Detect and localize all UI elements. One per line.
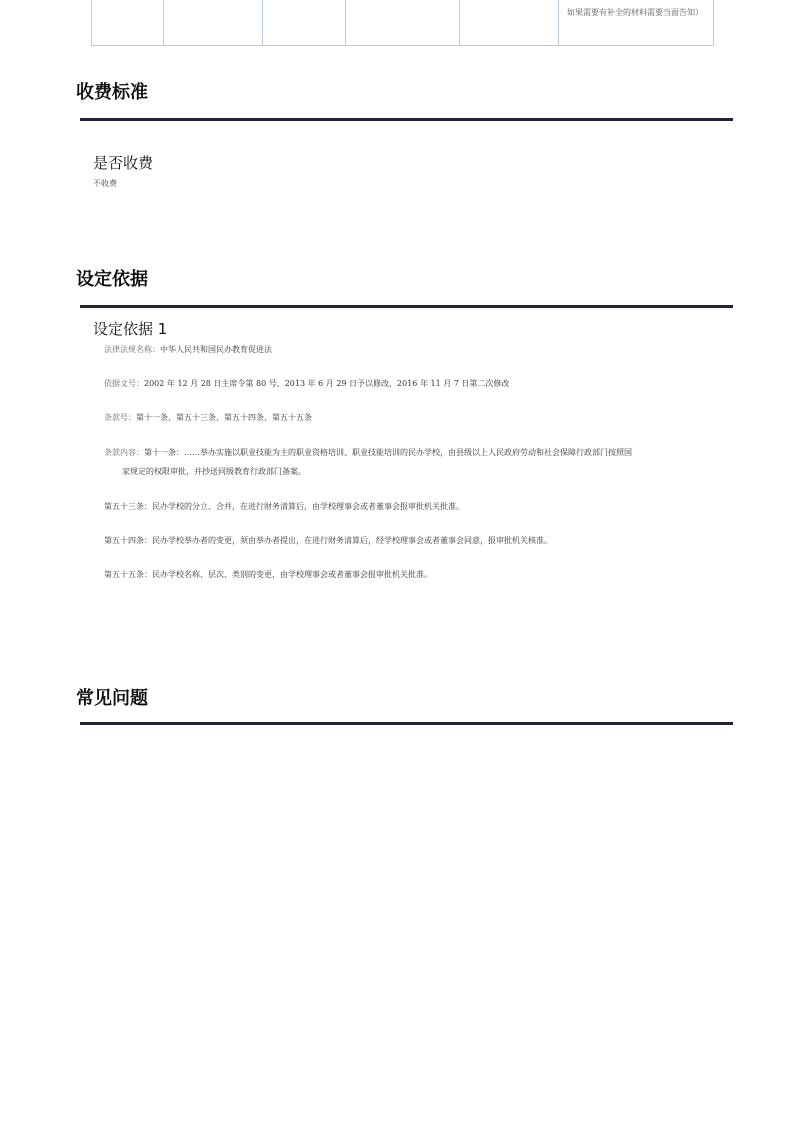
doc-number-value: 2002 年 12 月 28 日主席令第 80 号，2013 年 6 月 29 日予以修改，2016 年 11 月 7 日第二次修改 <box>144 379 510 388</box>
table-cell <box>559 0 713 45</box>
article-54: 第五十四条：民办学校举办者的变更，须由举办者提出，在进行财务清算后，经学校理事会或者董事会同意，报审批机关核准。 <box>104 536 552 545</box>
table-cell <box>460 0 559 45</box>
clause-number-label: 条款号： <box>104 413 136 422</box>
basis-section-title: 设定依据 <box>76 269 148 290</box>
clause-content-line <box>104 447 632 458</box>
materials-table-fragment <box>91 0 714 46</box>
section-divider <box>80 118 733 121</box>
fee-section-title: 收费标准 <box>76 82 148 103</box>
basis-item-title: 设定依据 1 <box>93 320 168 338</box>
law-name-line <box>104 344 272 355</box>
table-cell <box>92 0 164 45</box>
clause-content-text: 第十一条：……举办实施以职业技能为主的职业资格培训、职业技能培训的民办学校，由县级以上人民政府劳动和社会保障行政部门按照国 <box>144 448 632 457</box>
section-divider <box>80 722 733 725</box>
clause-number-line <box>104 412 312 423</box>
article-55: 第五十五条：民办学校名称、层次、类别的变更，由学校理事会或者董事会报审批机关批准。 <box>104 570 432 579</box>
clause-content-continuation: 家规定的权限审批，并抄送同级教育行政部门备案。 <box>122 467 306 476</box>
article-53: 第五十三条：民办学校的分立、合并，在进行财务清算后，由学校理事会或者董事会报审批机关批准。 <box>104 502 464 511</box>
doc-number-label: 依据文号： <box>104 379 144 388</box>
table-note: 如果需要有补全的材料需要当面告知） <box>567 8 703 17</box>
doc-number-line <box>104 378 509 389</box>
law-name-value: 中华人民共和国民办教育促进法 <box>160 345 272 354</box>
section-divider <box>80 305 733 308</box>
faq-section-title: 常见问题 <box>76 688 148 709</box>
table-cell <box>164 0 263 45</box>
clause-number-value: 第十一条、第五十三条、第五十四条、第五十五条 <box>136 413 312 422</box>
table-cell <box>263 0 346 45</box>
table-cell <box>346 0 460 45</box>
clause-content-label: 条款内容： <box>104 448 144 457</box>
law-name-label: 法律法规名称： <box>104 345 160 354</box>
charge-value: 不收费 <box>93 179 117 188</box>
charge-label: 是否收费 <box>93 154 154 172</box>
